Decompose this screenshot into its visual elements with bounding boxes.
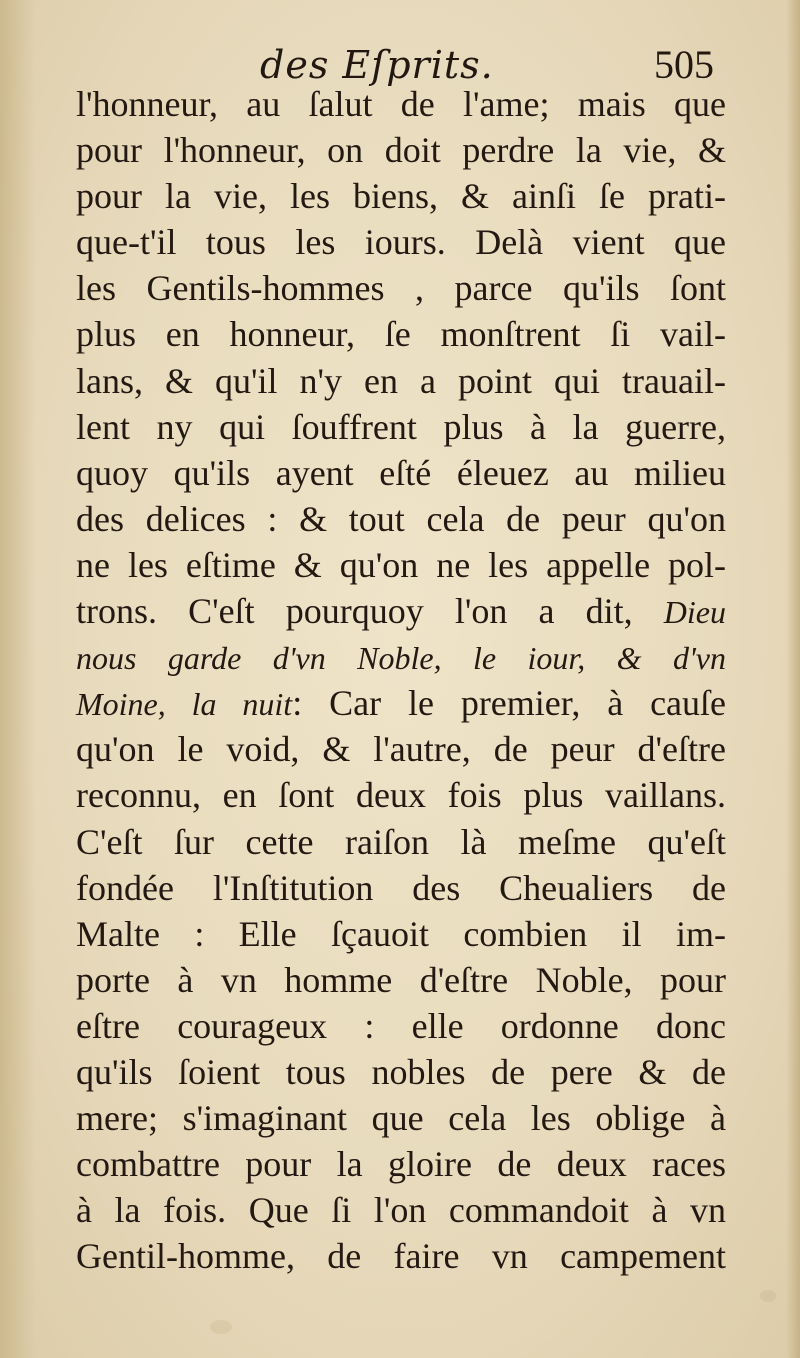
text-segment: ne les eſtime & qu'on ne les appelle pol- xyxy=(76,544,726,585)
text-line xyxy=(76,957,726,1003)
text-line xyxy=(76,358,726,404)
text-line xyxy=(76,1233,726,1279)
italic-segment: Dieu xyxy=(663,594,726,631)
text-segment: lent ny qui ſouffrent plus à la guerre, xyxy=(76,406,726,447)
body-text xyxy=(76,81,726,1279)
text-line xyxy=(76,542,726,588)
text-line xyxy=(76,450,726,496)
text-segment: lans, & qu'il n'y en a point qui trauail- xyxy=(76,360,726,401)
text-segment: trons. C'eſt pourquoy l'on a dit, xyxy=(76,591,664,632)
text-segment: porte à vn homme d'eſtre Noble, pour xyxy=(76,959,726,1000)
text-segment: quoy qu'ils ayent eſté éleuez au milieu xyxy=(76,452,726,493)
text-segment: qu'on le void, & l'autre, de peur d'eſtre xyxy=(76,729,726,770)
text-line xyxy=(76,1095,726,1141)
text-segment: combattre pour la gloire de deux races xyxy=(76,1144,726,1185)
text-line xyxy=(76,173,726,219)
text-line xyxy=(76,588,726,634)
text-line xyxy=(76,496,726,542)
text-segment: les Gentils-hommes , parce qu'ils ſont xyxy=(76,268,726,309)
text-segment: des delices : & tout cela de peur qu'on xyxy=(76,498,726,539)
text-segment: qu'ils ſoient tous nobles de pere & de xyxy=(76,1051,726,1092)
text-segment: plus en honneur, ſe monſtrent ſi vail- xyxy=(76,314,726,355)
text-line xyxy=(76,680,726,726)
text-line xyxy=(76,911,726,957)
text-line xyxy=(76,865,726,911)
italic-segment: Moine, la nuit xyxy=(76,686,293,723)
text-line xyxy=(76,634,726,680)
text-line xyxy=(76,772,726,818)
text-segment: pour l'honneur, on doit perdre la vie, & xyxy=(76,130,726,171)
text-line xyxy=(76,819,726,865)
text-segment: fondée l'Inſtitution des Cheualiers de xyxy=(76,867,726,908)
text-line xyxy=(76,81,726,127)
text-segment: l'honneur, au ſalut de l'ame; mais que xyxy=(76,84,726,124)
text-line xyxy=(76,1003,726,1049)
text-line xyxy=(76,219,726,265)
text-segment: mere; s'imaginant que cela les oblige à xyxy=(76,1098,726,1139)
text-segment: pour la vie, les biens, & ainſi ſe prati- xyxy=(76,176,726,217)
page-gutter-shadow xyxy=(0,0,36,1358)
italic-segment: nous garde d'vn Noble, le iour, & d'vn xyxy=(76,640,726,677)
text-line xyxy=(76,127,726,173)
page-edge-shadow xyxy=(786,0,800,1358)
text-line xyxy=(76,726,726,772)
text-line xyxy=(76,1187,726,1233)
text-line xyxy=(76,1049,726,1095)
running-title: des Eſprits. xyxy=(260,43,494,87)
page-number: 505 xyxy=(654,42,714,87)
text-segment: : Car le premier, à cauſe xyxy=(292,683,727,724)
text-segment: C'eſt ſur cette raiſon là meſme qu'eſt xyxy=(76,821,726,862)
text-line xyxy=(76,311,726,357)
text-line xyxy=(76,404,726,450)
paper-stain xyxy=(210,1320,232,1334)
text-line xyxy=(76,265,726,311)
text-segment: à la fois. Que ſi l'on commandoit à vn xyxy=(76,1190,726,1231)
paper-stain xyxy=(760,1290,776,1302)
text-line xyxy=(76,1141,726,1187)
text-segment: eſtre courageux : elle ordonne donc xyxy=(76,1005,726,1046)
text-segment: Gentil-homme, de faire vn campement xyxy=(76,1236,726,1277)
text-segment: reconnu, en ſont deux fois plus vaillans. xyxy=(76,775,726,816)
text-segment: Malte : Elle ſçauoit combien il im- xyxy=(76,913,726,954)
text-segment: que-t'il tous les iours. Delà vient que xyxy=(76,222,726,263)
